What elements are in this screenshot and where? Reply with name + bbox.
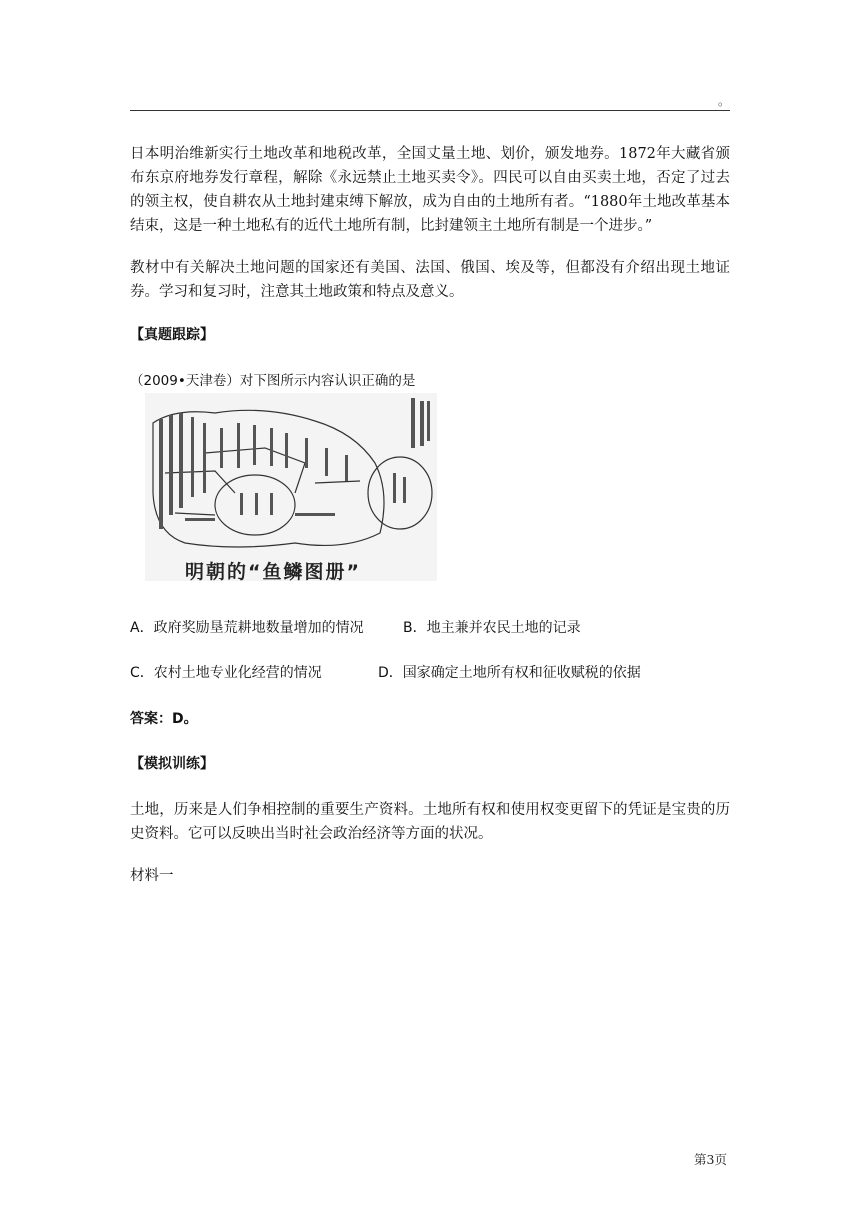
figure-caption: 明朝的“鱼鳞图册” (185, 561, 361, 583)
question-stem: （2009•天津卷）对下图所示内容认识正确的是 (130, 373, 416, 389)
option-c: C．农村土地专业化经营的情况 (130, 665, 322, 681)
section-heading-practice: 【模拟训练】 (130, 756, 214, 772)
paragraph-textbook-note: 教材中有关解决土地问题的国家还有美国、法国、俄国、埃及等，但都没有介绍出现土地证券。学习和复习时，注意其土地政策和特点及意义。 (130, 260, 730, 300)
answer: 答案：D。 (130, 711, 198, 727)
header-mark: 。 (718, 94, 731, 108)
fish-scale-register-image (145, 393, 437, 581)
material-label: 材料一 (130, 868, 174, 884)
paragraph-land-intro: 土地，历来是人们争相控制的重要生产资料。土地所有权和使用权变更留下的凭证是宝贵的历史资料。它可以反映出当时社会政治经济等方面的状况。 (130, 802, 730, 842)
option-a: A．政府奖励垦荒耕地数量增加的情况 (130, 620, 364, 636)
header-rule (130, 110, 730, 111)
option-b: B．地主兼并农民土地的记录 (403, 620, 581, 636)
section-heading-real-exam: 【真题跟踪】 (130, 327, 214, 343)
paragraph-meiji-land-reform: 日本明治维新实行土地改革和地税改革，全国丈量土地、划价，颁发地券。1872年大藏省颁布东京府地券发行章程，解除《永远禁止土地买卖令》。四民可以自由买卖土地，否定了过去的领主权，使自耕农从土地封建束缚下解放，成为自由的土地所有者。“1880年土地改革基本结束，这是一种土地私有的近代土地所有制，比封建领主土地所有制是一个进步。” (130, 146, 730, 234)
option-d: D．国家确定土地所有权和征收赋税的依据 (378, 665, 641, 681)
page-number: 第3页 (694, 1152, 727, 1167)
